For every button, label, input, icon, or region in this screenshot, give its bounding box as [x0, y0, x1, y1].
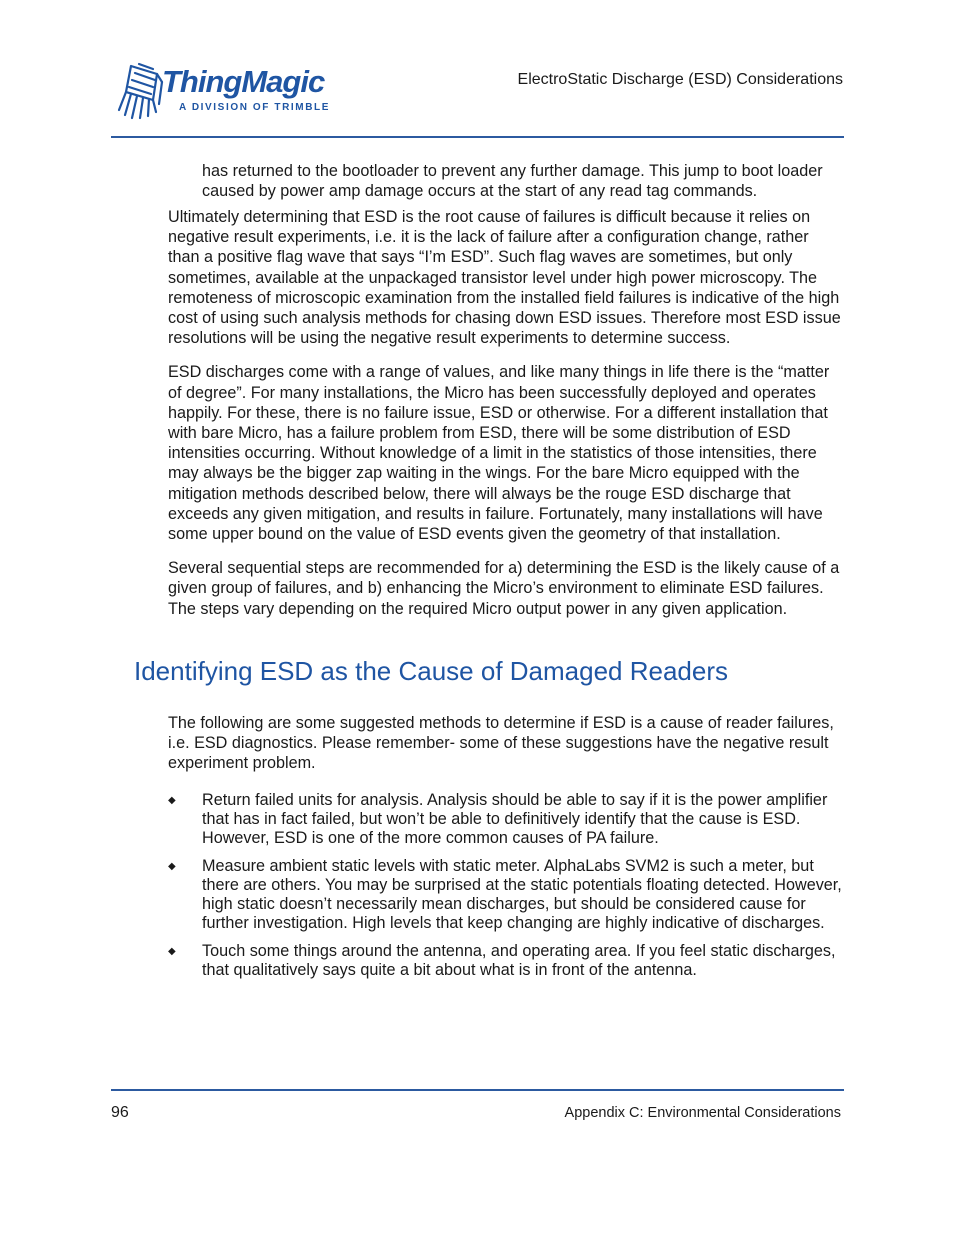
diamond-bullet-icon: ◆	[168, 861, 176, 873]
diamond-bullet-icon: ◆	[168, 795, 176, 807]
diamond-bullet-icon: ◆	[168, 946, 176, 958]
running-header-title: ElectroStatic Discharge (ESD) Considerations	[517, 71, 843, 88]
section-intro-paragraph: The following are some suggested methods to determine if ESD is a cause of reader failures, i.e. ESD diagnostics. Please remember- some of these suggestions have the negative result experiment problem.	[168, 713, 834, 773]
list-item	[168, 857, 844, 933]
list-item	[168, 791, 844, 848]
paragraph-esd-degree: ESD discharges come with a range of values, and like many things in life there is the “matter of degree”. For many installations, the Micro has been successfully deployed and operates happily. For these, there is no failure issue, ESD or otherwise. For a different installation that with bare Micro, has a failure problem from ESD, there will be some distribution of ESD intensities occurring. Without knowledge of a limit in the statistics of those intensities, there may always be the bigger zap waiting in the wings. For the bare Micro equipped with the mitigation methods described below, there will always be the rouge ESD discharge that exceeds any given mitigation, and results in failure. Fortunately, many installations will have some upper bound on the value of ESD events given the geometry of that installation.	[168, 363, 830, 544]
page-number: 96	[111, 1104, 129, 1121]
section-heading: Identifying ESD as the Cause of Damaged Readers	[134, 655, 729, 686]
diagnostic-methods-list	[168, 791, 844, 980]
continued-paragraph: has returned to the bootloader to prevent any further damage. This jump to boot loader caused by power amp damage occurs at the start of any read tag commands.	[202, 162, 823, 200]
list-item-text: Measure ambient static levels with static meter. AlphaLabs SVM2 is such a meter, but there are others. You may be surprised at the static potentials floating detected. However, high static doesn’t necessarily mean discharges, but should be considered cause for further investigation. High levels that keep changing are highly indicative of discharges.	[202, 857, 842, 933]
logo-wordmark: ThingMagic	[162, 64, 325, 99]
thingmagic-logo-icon	[113, 60, 165, 120]
paragraph-esd-root-cause: Ultimately determining that ESD is the root cause of failures is difficult because it relies on negative result experiments, i.e. it is the lack of failure after a configuration change, rather than a positive flag wave that says “I’m ESD”. Such flag waves are sometimes, but only sometimes, available at the unpackaged transistor level under high power microscopy. The remoteness of microscopic examination from the installed field failures is indicative of the high cost of using such analysis methods for chasing down ESD issues. Therefore most ESD issue resolutions will be using the negative result experiments to determine success.	[168, 208, 841, 348]
page-content	[134, 162, 844, 989]
footer-section-title: Appendix C: Environmental Considerations	[564, 1105, 841, 1121]
list-item	[168, 942, 844, 980]
header-rule	[111, 136, 844, 138]
list-item-text: Touch some things around the antenna, and operating area. If you feel static discharges, that qualitatively says quite a bit about what is in front of the antenna.	[202, 942, 836, 980]
company-logo	[113, 60, 333, 122]
list-item-text: Return failed units for analysis. Analysis should be able to say if it is the power amplifier that has in fact failed, but won’t be able to definitively identify that the cause is ESD. However, ESD is one of the more common causes of PA failure.	[202, 791, 828, 848]
paragraph-sequential-steps: Several sequential steps are recommended for a) determining the ESD is the likely cause of a given group of failures, and b) enhancing the Micro’s environment to eliminate ESD failures. The steps vary depending on the required Micro output power in any given application.	[168, 559, 840, 618]
logo-tagline: A DIVISION OF TRIMBLE	[179, 102, 331, 113]
footer-rule	[111, 1089, 844, 1091]
